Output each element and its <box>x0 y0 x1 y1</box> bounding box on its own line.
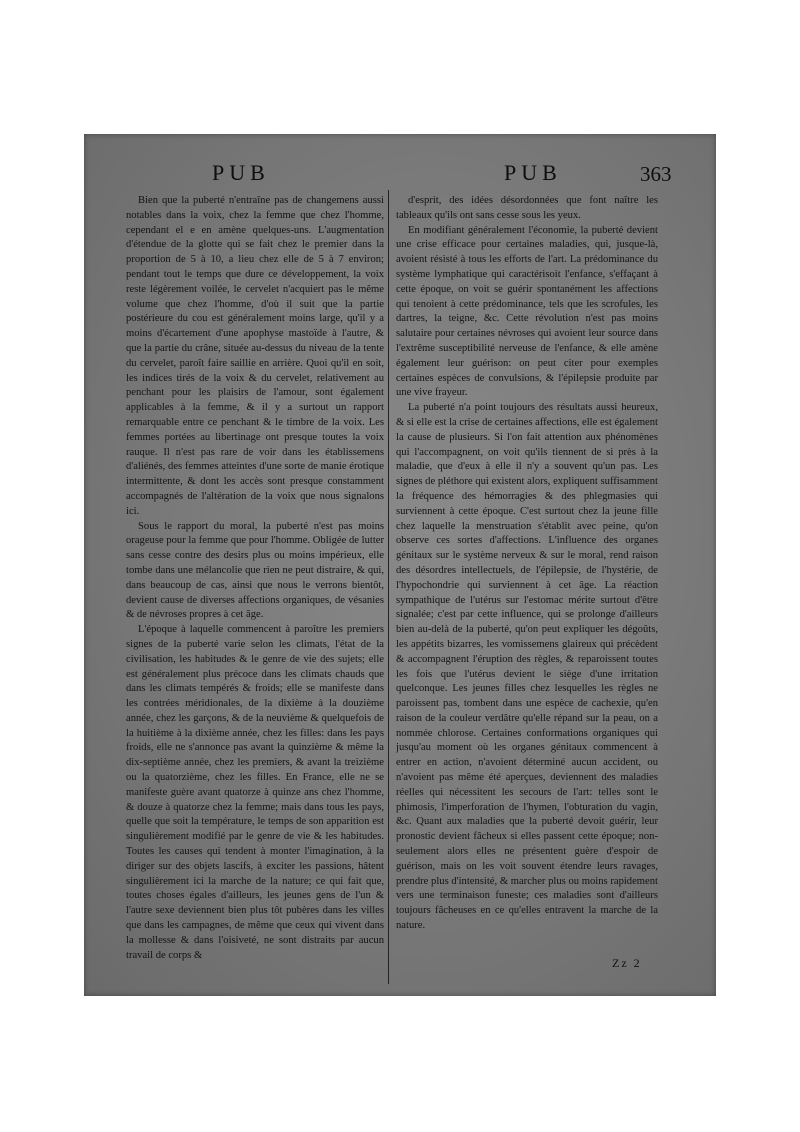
column-divider <box>388 190 389 984</box>
paragraph: En modifiant généralement l'économie, la puberté devient une crise efficace pour certaines maladies, qui, jusque-là, avoient résisté à tous les efforts de l'art. La prédominance du système lymphatique qui caractérisoit l'enfance, s'effaçant à cette époque, on voit se guérir spontanément les affections qui tenoient à cette prédominance, tels que les scrofules, les dartres, la teigne, &c. Cette révolution n'est pas moins salutaire pour certaines névroses qui avoient leur source dans l'extrême susceptibilité nerveuse de l'enfance, & elle amène également leur guérison: on peut citer pour exemples certaines espèces de convulsions, & l'épilepsie produite par une vive frayeur. <box>396 224 658 399</box>
right-column <box>396 194 658 994</box>
running-header <box>84 160 716 188</box>
paragraph: La puberté n'a point toujours des résultats aussi heureux, & si elle est la crise de certaines affections, elle est également la cause de plusieurs. Si l'on fait attention aux phénomènes qui l'accompagnent, on voit qu'ils tiennent de si près à la maladie, que d'eux à elle il n'y a souvent qu'un pas. Les signes de pléthore qui existent alors, expliquent suffisamment la fréquence des hémorragies & des phlegmasies qui surviennent à cette époque. C'est surtout chez la jeune fille chez laquelle la menstruation s'établit avec peine, qu'on observe ces sortes d'affections. L'influence des organes génitaux sur le système nerveux & sur le moral, rend raison des désordres intellectuels, de l'épilepsie, de l'hystérie, de l'hypochondrie qui surviennent à cet âge. La réaction sympathique de l'utérus sur l'estomac mérite surtout d'être signalée; c'est par cette influence, qui se prolonge d'ailleurs bien au-delà de la puberté, qu'on peut expliquer les dégoûts, les appétits bizarres, les vomissemens glaireux qui précèdent & accompagnent l'éruption des règles, & reparoissent toutes les fois que l'utérus devient le siège d'une irritation quelconque. Les jeunes filles chez lesquelles les règles ne paroissent pas, tombent dans une espèce de cachexie, qu'en raison de la couleur verdâtre qu'elle répand sur la peau, on a nommée chlorose. Certaines conformations organiques qui jusqu'au moment où les organes génitaux commencent à entrer en action, n'avoient déterminé aucun accident, ou n'avoient pas même été aperçues, deviennent des maladies réelles qui nécessitent les secours de l'art: telles sont le phimosis, l'imperforation de l'hymen, l'obturation du vagin, &c. Quant aux maladies que la puberté devoit guérir, leur pronostic devient fâcheux si elles passent cette époque; non-seulement alors elles ne présentent guère d'espoir de guérison, mais on les voit souvent étendre leurs ravages, prendre plus d'intensité, & marcher plus ou moins rapidement vers une terminaison funeste; ces maladies sont d'ailleurs toujours fâcheuses en ce qu'elles entravent la marche de la nature. <box>396 402 658 932</box>
paragraph: Bien que la puberté n'entraîne pas de changemens aussi notables dans la voix, chez la femme que chez l'homme, cependant el e en amène quelques-uns. L'augmentation d'étendue de la glotte qui se fait chez le premier dans la proportion de 5 à 10, a lieu chez elle de 5 à 7 environ; pendant tout le temps que dure ce développement, la voix reste légèrement voilée, le cervelet n'acquiert pas le même volume que chez l'homme, d'où il suit que la partie postérieure du cou est généralement moins large, qu'il y a moins d'écartement d'une apophyse mastoïde à l'autre, & que la partie du crâne, située au-dessus du niveau de la tente du cervelet, paroît faire saillie en arrière. Quoi qu'il en soit, les indices tirés de la voix & du cervelet, relativement au penchant pour les plaisirs de l'amour, sont également applicables à la femme, & il y a surtout un rapport remarquable entre ce penchant & le timbre de la voix. Les femmes portées au libertinage ont presque toutes la voix rauque. Il n'est pas rare de voir dans les établissemens d'aliénés, des femmes atteintes d'une sorte de manie érotique intermittente, & dont les accès sont presque constamment accompagnés de l'altération de la voix que nous signalons ici. <box>126 195 384 517</box>
book-page <box>84 134 716 996</box>
signature-mark: Zz 2 <box>612 956 642 970</box>
header-right-word: PUB <box>504 160 562 185</box>
paragraph: L'époque à laquelle commencent à paroître les premiers signes de la puberté varie selon les climats, l'état de la civilisation, les habitudes & le genre de vie des sujets; elle est généralement plus précoce dans les climats chauds que dans les climats tempérés & froids; elle se manifeste dans les contrées méridionales, de la dixième à la douzième année, chez les garçons, & de la neuvième & quelquefois de la huitième à la dixième année, chez les filles: dans les pays froids, elle ne s'annonce pas avant la quinzième & même la dix-septième année, chez les premiers, & avant la treizième ou la quatorzième, chez les filles. En France, elle ne se manifeste guère avant quatorze à quinze ans chez l'homme, & douze à quatorze chez la femme; mais dans tous les pays, quelle que soit la température, le temps de son apparition est singulièrement modifié par le genre de vie & les habitudes. Toutes les causes qui tendent à monter l'imagination, à la diriger sur des objets lascifs, à exciter les passions, hâtent singulièrement ici la marche de la nature; ce qui fait que, toutes choses égales d'ailleurs, les jeunes gens de l'un & l'autre sexe deviennent bien plus tôt pubères dans les villes que dans les campagnes, de même que ceux qui vivent dans la mollesse & dans l'oisiveté, ne sont distraits par aucun travail de corps & <box>126 624 384 961</box>
paragraph: Sous le rapport du moral, la puberté n'est pas moins orageuse pour la femme que pour l'homme. Obligée de lutter sans cesse contre des desirs plus ou moins impérieux, elle tombe dans une mélancolie que rien ne peut distraire, & qui, dans beaucoup de cas, ainsi que nous le verrons bientôt, devient cause de diverses affections organiques, de vésanies & de névroses propres à cet âge. <box>126 520 384 621</box>
page-number: 363 <box>640 162 672 186</box>
left-column <box>126 194 384 994</box>
header-left-word: PUB <box>212 160 270 185</box>
paragraph: d'esprit, des idées désordonnées que font naître les tableaux qu'ils ont sans cesse sous les yeux. <box>396 195 658 221</box>
